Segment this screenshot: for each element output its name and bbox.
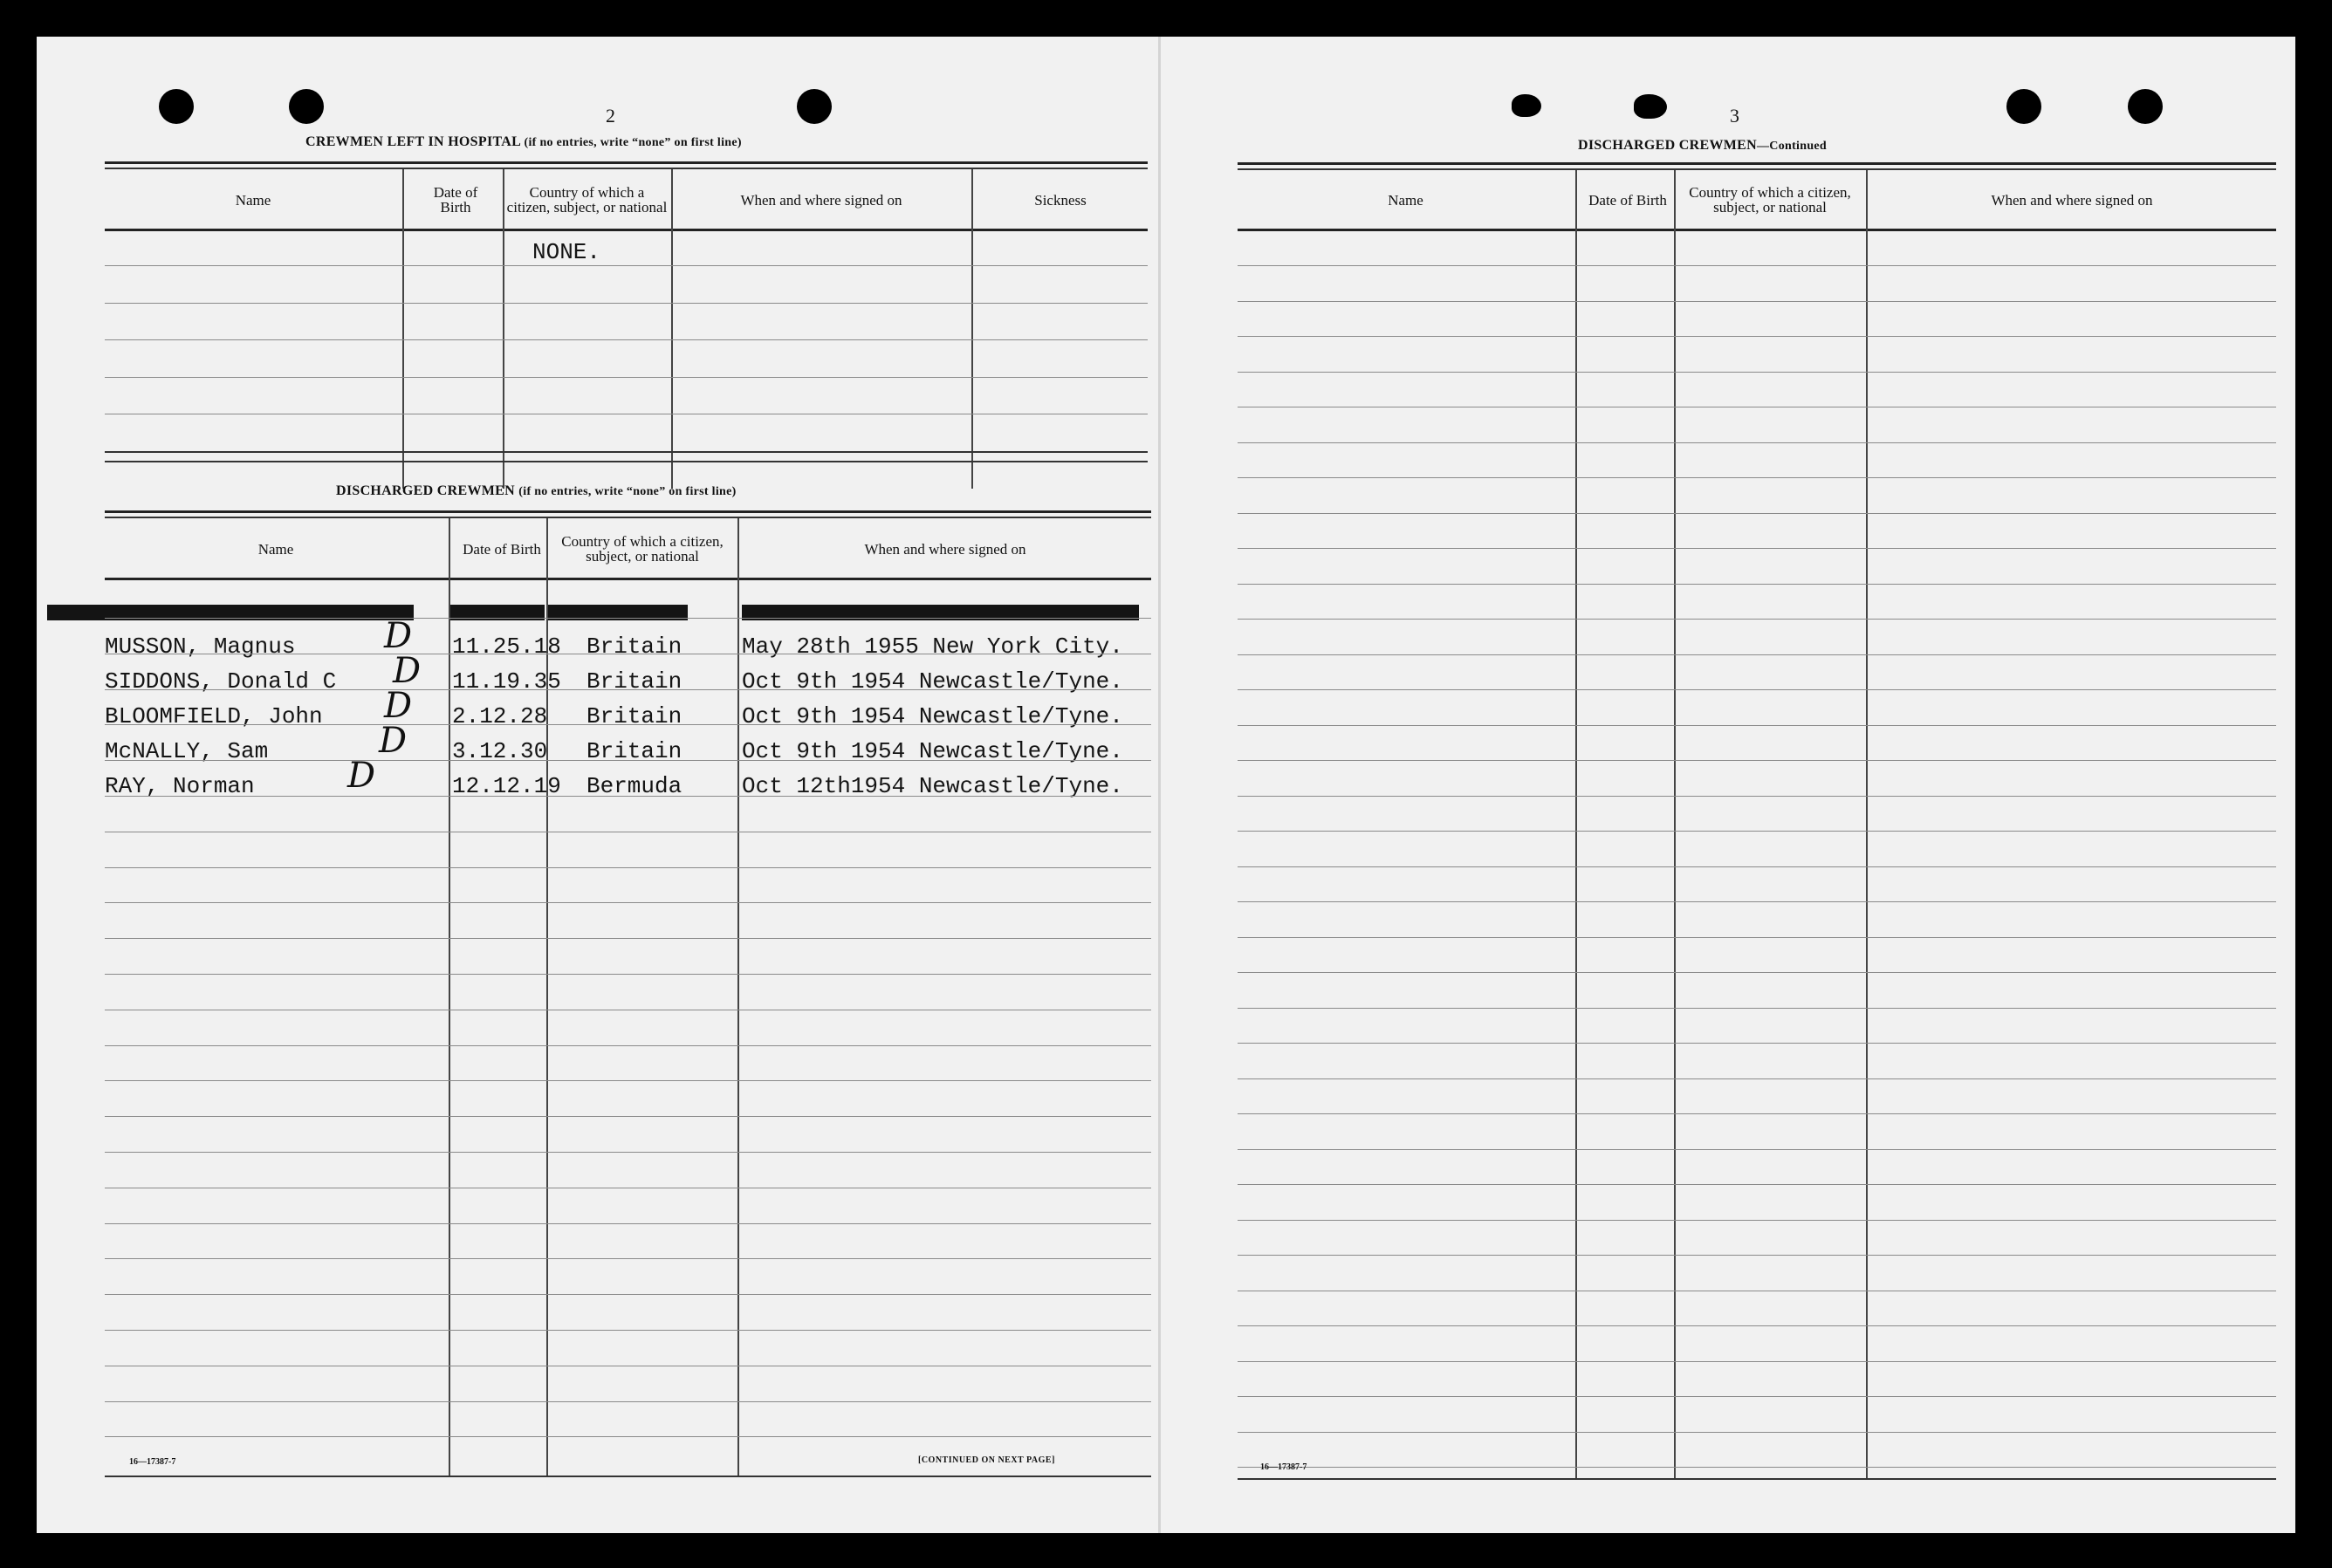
rule-line: [105, 1080, 1151, 1081]
crew-signed-on: Oct 12th1954 Newcastle/Tyne.: [742, 773, 1123, 799]
rule-line: [1238, 866, 2276, 867]
rule-line: [105, 265, 1148, 266]
rule-line: [1238, 1432, 2276, 1433]
crew-dob: 2.12.28: [452, 703, 548, 729]
crew-dob: 11.25.18: [452, 633, 561, 660]
discharged-instruction: (if no entries, write “none” on first line): [518, 485, 737, 498]
discharge-mark: D: [379, 721, 408, 761]
right-page-number: 3: [1730, 105, 1739, 127]
hospital-header-signed-on: When and where signed on: [740, 191, 902, 209]
rule-line: [1238, 1149, 2276, 1150]
right-header-dob: Date of Birth: [1588, 191, 1667, 209]
rule-line: [105, 902, 1151, 903]
discharged-header-name: Name: [257, 540, 294, 558]
rule-line: [1238, 796, 2276, 797]
rule-line: [1238, 831, 2276, 832]
hospital-header-sickness: Sickness: [1034, 191, 1087, 209]
discharged-title: DISCHARGED CREWMEN: [336, 483, 515, 498]
rule-line: [1238, 972, 2276, 973]
left-form-number: 16—17387-7: [129, 1457, 176, 1467]
discharged-header-country: Country of which a citizen, subject, or national: [561, 533, 724, 565]
rule-line: [1238, 1325, 2276, 1326]
rule-line: [105, 867, 1151, 868]
crew-name: MUSSON, Magnus: [105, 633, 296, 660]
rule-line: [1238, 301, 2276, 302]
crew-dob: 12.12.19: [452, 773, 561, 799]
crew-signed-on: Oct 9th 1954 Newcastle/Tyne.: [742, 703, 1123, 729]
rule-line: [1238, 1008, 2276, 1009]
punch-hole: [2006, 89, 2041, 124]
rule-line: [105, 1294, 1151, 1295]
crew-country: Britain: [586, 703, 682, 729]
rule-line: [105, 303, 1148, 304]
rule-line: [105, 938, 1151, 939]
crew-name: McNALLY, Sam: [105, 738, 269, 764]
crew-signed-on: May 28th 1955 New York City.: [742, 633, 1123, 660]
ink-blot: [1634, 94, 1667, 119]
right-title: DISCHARGED CREWMEN: [1578, 138, 1757, 153]
rule-line: [105, 1330, 1151, 1331]
rule-line: [1238, 372, 2276, 373]
crew-country: Britain: [586, 738, 682, 764]
discharge-mark: D: [347, 756, 376, 796]
rule-line: [1238, 477, 2276, 478]
rule-line: [105, 377, 1148, 378]
page-fold: [1158, 37, 1161, 1533]
punch-hole: [289, 89, 324, 124]
rule-line: [105, 1436, 1151, 1437]
rule-line: [1238, 336, 2276, 337]
rule-line: [105, 760, 1151, 761]
rule-line: [1238, 1078, 2276, 1079]
rule-line: [1238, 584, 2276, 585]
right-section-title: [1578, 138, 1827, 154]
rule-line: [1238, 1396, 2276, 1397]
rule-line: [1238, 760, 2276, 761]
rule-line: [105, 1116, 1151, 1117]
rule-line: [105, 724, 1151, 725]
ink-blot: [1512, 94, 1541, 117]
discharge-mark: D: [384, 686, 413, 726]
crew-dob: 11.19.35: [452, 668, 561, 695]
right-header-signed-on: When and where signed on: [1991, 191, 2153, 209]
crew-name: BLOOMFIELD, John: [105, 703, 323, 729]
crew-dob: 3.12.30: [452, 738, 548, 764]
rule-line: [1238, 1113, 2276, 1114]
rule-line: [105, 974, 1151, 975]
crew-country: Britain: [586, 668, 682, 695]
crew-country: Bermuda: [586, 773, 682, 799]
rule-line: [1238, 1255, 2276, 1256]
hospital-instruction: (if no entries, write “none” on first line): [524, 136, 742, 149]
discharged-header-signed-on: When and where signed on: [864, 540, 1026, 558]
rule-line: [1238, 1220, 2276, 1221]
rule-line: [105, 796, 1151, 797]
hospital-title: CREWMEN LEFT IN HOSPITAL: [305, 134, 521, 149]
hospital-header-country: Country of which a citizen, subject, or national: [506, 184, 668, 216]
discharged-section-title: [336, 483, 737, 499]
rule-line: [1238, 1043, 2276, 1044]
hospital-header-dob: Date of Birth: [433, 184, 478, 216]
rule-line: [105, 1258, 1151, 1259]
right-header-name: Name: [1388, 191, 1423, 209]
punch-hole: [2128, 89, 2163, 124]
rule-line: [1238, 513, 2276, 514]
rule-line: [1238, 265, 2276, 266]
discharged-header-dob: Date of Birth: [463, 540, 541, 558]
rule-line: [1238, 937, 2276, 938]
rule-line: [1238, 725, 2276, 726]
rule-line: [1238, 901, 2276, 902]
rule-line: [1238, 689, 2276, 690]
hospital-header-name: Name: [235, 191, 271, 209]
rule-line: [1238, 1184, 2276, 1185]
rule-line: [105, 1152, 1151, 1153]
rule-line: [105, 1045, 1151, 1046]
discharge-mark: D: [393, 651, 422, 691]
rule-line: [1238, 654, 2276, 655]
rule-line: [1238, 442, 2276, 443]
rule-line: [105, 339, 1148, 340]
rule-line: [1238, 1467, 2276, 1468]
document-sheet: [37, 37, 2295, 1533]
right-title-suffix: —Continued: [1756, 140, 1828, 153]
crew-signed-on: Oct 9th 1954 Newcastle/Tyne.: [742, 668, 1123, 695]
rule-line: [105, 1223, 1151, 1224]
continued-note: [CONTINUED ON NEXT PAGE]: [918, 1455, 1055, 1465]
crew-country: Britain: [586, 633, 682, 660]
right-form-number: 16—17387-7: [1260, 1462, 1307, 1472]
left-page-number: 2: [606, 105, 615, 127]
crew-signed-on: Oct 9th 1954 Newcastle/Tyne.: [742, 738, 1123, 764]
rule-line: [1238, 548, 2276, 549]
crew-name: RAY, Norman: [105, 773, 255, 799]
rule-line: [105, 689, 1151, 690]
rule-line: [105, 1401, 1151, 1402]
rule-line: [1238, 619, 2276, 620]
crew-name: SIDDONS, Donald C: [105, 668, 337, 695]
hospital-section-title: [305, 134, 742, 150]
punch-hole: [797, 89, 832, 124]
right-header-country: Country of which a citizen, subject, or national: [1689, 184, 1851, 216]
rule-line: [105, 618, 1151, 619]
discharge-mark: D: [384, 616, 413, 656]
hospital-entry: NONE.: [532, 239, 601, 265]
punch-hole: [159, 89, 194, 124]
rule-line: [1238, 1361, 2276, 1362]
